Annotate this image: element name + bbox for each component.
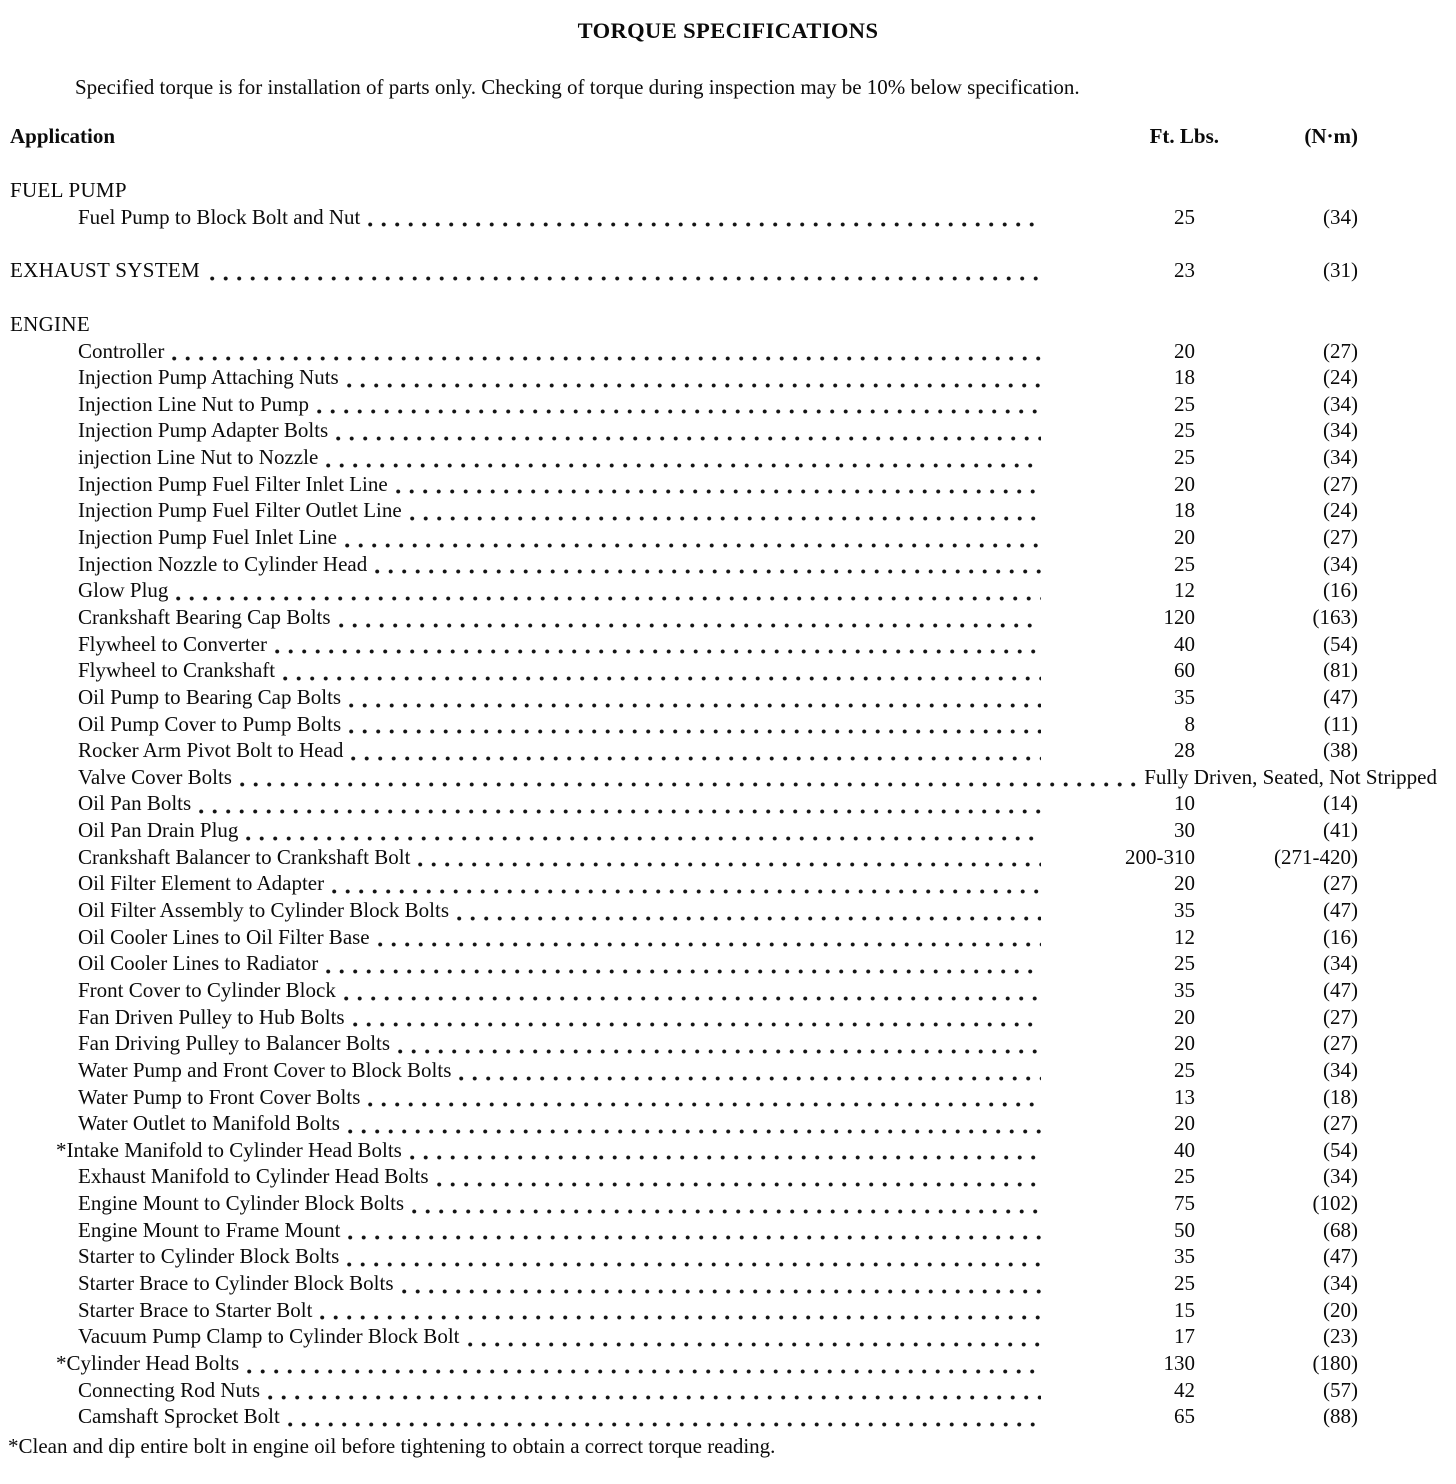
page-title: TORQUE SPECIFICATIONS	[577, 18, 879, 43]
ftlbs-value: 25	[1174, 551, 1195, 576]
table-row	[10, 498, 1358, 525]
table-row	[10, 712, 1358, 739]
row-label: Oil Pan Bolts	[78, 791, 192, 816]
nm-value: (11)	[1323, 711, 1358, 736]
leader-dots	[176, 595, 1041, 602]
row-label: Flywheel to Converter	[78, 631, 267, 656]
table-row	[10, 552, 1358, 579]
leader-dots	[339, 622, 1041, 629]
ftlbs-value: 35	[1174, 898, 1195, 923]
ftlbs-value: 35	[1174, 684, 1195, 709]
section-title: EXHAUST SYSTEM	[10, 258, 200, 283]
table-row	[10, 205, 1358, 232]
column-header-row	[0, 124, 1456, 149]
leader-dots	[351, 755, 1041, 762]
ftlbs-value: 120	[1163, 604, 1195, 629]
row-label: injection Line Nut to Nozzle	[78, 445, 319, 470]
row-label: Starter Brace to Starter Bolt	[78, 1297, 313, 1322]
ftlbs-value: 20	[1174, 525, 1195, 550]
nm-value: (38)	[1323, 738, 1358, 763]
row-label: Front Cover to Cylinder Block	[78, 977, 336, 1002]
nm-value: (16)	[1323, 578, 1358, 603]
row-label: Injection Pump Fuel Inlet Line	[78, 525, 337, 550]
ftlbs-value: 20	[1174, 871, 1195, 896]
leader-dots	[320, 1314, 1041, 1321]
ftlbs-value: 10	[1174, 791, 1195, 816]
leader-dots	[283, 675, 1041, 682]
row-label: Injection Line Nut to Pump	[78, 391, 309, 416]
nm-value: (14)	[1323, 791, 1358, 816]
leader-dots	[332, 888, 1041, 895]
row-label: Water Outlet to Manifold Bolts	[78, 1111, 340, 1136]
leader-dots	[349, 702, 1041, 709]
nm-value: (271-420)	[1274, 844, 1358, 869]
row-label: Injection Nozzle to Cylinder Head	[78, 551, 368, 576]
ftlbs-value: 35	[1174, 977, 1195, 1002]
row-label: Oil Cooler Lines to Radiator	[78, 951, 319, 976]
row-label: Water Pump to Front Cover Bolts	[78, 1084, 361, 1109]
table-row	[10, 1271, 1358, 1298]
row-label: Glow Plug	[78, 578, 169, 603]
ftlbs-value: 25	[1174, 418, 1195, 443]
row-label: Oil Pump to Bearing Cap Bolts	[78, 684, 342, 709]
row-label: Controller	[78, 338, 165, 363]
ftlbs-value: 17	[1174, 1324, 1195, 1349]
row-label: Camshaft Sprocket Bolt	[78, 1404, 280, 1429]
nm-value: (47)	[1323, 684, 1358, 709]
leader-dots	[240, 781, 1136, 788]
table-row	[10, 1378, 1358, 1405]
nm-value: (54)	[1323, 1137, 1358, 1162]
nm-value: (34)	[1323, 1270, 1358, 1295]
row-label: Oil Filter Element to Adapter	[78, 871, 325, 896]
ftlbs-value: 65	[1174, 1404, 1195, 1429]
ftlbs-value: 25	[1174, 951, 1195, 976]
row-label: Fan Driving Pulley to Balancer Bolts	[78, 1031, 391, 1056]
table-row	[10, 1191, 1358, 1218]
table-row	[10, 765, 1437, 792]
nm-value: (34)	[1323, 204, 1358, 229]
leader-dots	[368, 1101, 1041, 1108]
page-subtitle: Specified torque is for installation of parts only. Checking of torque during inspection may be 10% below specification.	[75, 75, 1080, 99]
section-title-row	[10, 178, 1358, 205]
row-label: Exhaust Manifold to Cylinder Head Bolts	[78, 1164, 429, 1189]
row-label: Injection Pump Attaching Nuts	[78, 365, 339, 390]
ftlbs-value: 35	[1174, 1244, 1195, 1269]
leader-dots	[375, 568, 1041, 575]
table-row	[10, 632, 1358, 659]
table-row	[10, 605, 1358, 632]
nm-value: (27)	[1323, 1031, 1358, 1056]
row-label: Oil Pan Drain Plug	[78, 818, 239, 843]
ftlbs-value: 28	[1174, 738, 1195, 763]
leader-dots	[336, 435, 1041, 442]
row-label: Engine Mount to Cylinder Block Bolts	[78, 1191, 405, 1216]
table-row	[10, 339, 1358, 366]
ftlbs-value: 20	[1174, 338, 1195, 363]
leader-dots	[344, 995, 1041, 1002]
leader-dots	[368, 221, 1041, 228]
leader-dots	[378, 941, 1041, 948]
row-label: Oil Cooler Lines to Oil Filter Base	[78, 924, 370, 949]
nm-value: (180)	[1312, 1350, 1358, 1375]
nm-value: (54)	[1323, 631, 1358, 656]
row-label: Crankshaft Bearing Cap Bolts	[78, 604, 331, 629]
table-row	[10, 685, 1358, 712]
leader-dots	[268, 1394, 1041, 1401]
leader-dots	[326, 968, 1041, 975]
nm-value: (27)	[1323, 338, 1358, 363]
ftlbs-value: 75	[1174, 1191, 1195, 1216]
leader-dots	[348, 1234, 1041, 1241]
table-row	[10, 1298, 1358, 1325]
row-label: Engine Mount to Frame Mount	[78, 1217, 341, 1242]
row-label: *Intake Manifold to Cylinder Head Bolts	[56, 1137, 402, 1162]
leader-dots	[353, 1021, 1041, 1028]
nm-value: (27)	[1323, 525, 1358, 550]
nm-value: (24)	[1323, 365, 1358, 390]
leader-dots	[210, 275, 1041, 282]
nm-value: (31)	[1323, 258, 1358, 283]
leader-dots	[275, 648, 1041, 655]
ftlbs-value: 130	[1163, 1350, 1195, 1375]
ftlbs-value: 12	[1174, 578, 1195, 603]
row-label: Crankshaft Balancer to Crankshaft Bolt	[78, 844, 411, 869]
table-row	[10, 365, 1358, 392]
ftlbs-value: 25	[1174, 204, 1195, 229]
column-application: Application	[10, 124, 116, 148]
nm-value: (27)	[1323, 871, 1358, 896]
row-label: Starter to Cylinder Block Bolts	[78, 1244, 340, 1269]
ftlbs-value: 25	[1174, 445, 1195, 470]
leader-dots	[396, 488, 1041, 495]
nm-value: (16)	[1323, 924, 1358, 949]
section-title: ENGINE	[10, 311, 90, 336]
ftlbs-value: 200-310	[1125, 844, 1195, 869]
spec-table	[0, 178, 1456, 1431]
row-label: Flywheel to Crankshaft	[78, 658, 276, 683]
table-row	[10, 1031, 1358, 1058]
row-label: Vacuum Pump Clamp to Cylinder Block Bolt	[78, 1324, 460, 1349]
row-label: Injection Pump Adapter Bolts	[78, 418, 329, 443]
row-label: Valve Cover Bolts	[78, 764, 232, 789]
column-ftlbs: Ft. Lbs.	[1149, 124, 1219, 148]
row-label: Water Pump and Front Cover to Block Bolts	[78, 1057, 452, 1082]
nm-value: (34)	[1323, 551, 1358, 576]
nm-value: (34)	[1323, 418, 1358, 443]
leader-dots	[326, 462, 1041, 469]
ftlbs-value: 25	[1174, 391, 1195, 416]
table-row	[10, 1324, 1358, 1351]
row-label: Oil Filter Assembly to Cylinder Block Bolts	[78, 898, 450, 923]
leader-dots	[288, 1421, 1041, 1428]
leader-dots	[317, 408, 1041, 415]
ftlbs-value: 25	[1174, 1164, 1195, 1189]
leader-dots	[468, 1341, 1042, 1348]
table-row	[10, 1058, 1358, 1085]
table-row	[10, 1404, 1358, 1431]
nm-value: (81)	[1323, 658, 1358, 683]
nm-value: (68)	[1323, 1217, 1358, 1242]
ftlbs-value: 40	[1174, 1137, 1195, 1162]
ftlbs-value: 15	[1174, 1297, 1195, 1322]
nm-value: (47)	[1323, 977, 1358, 1002]
table-row	[10, 472, 1358, 499]
ftlbs-value: 8	[1184, 711, 1195, 736]
table-row	[10, 738, 1358, 765]
table-row	[10, 1111, 1358, 1138]
table-row	[10, 978, 1358, 1005]
row-label: Fuel Pump to Block Bolt and Nut	[78, 204, 361, 229]
table-row	[10, 871, 1358, 898]
table-row	[10, 392, 1358, 419]
section-fuel-pump	[10, 178, 1358, 231]
ftlbs-value: 60	[1174, 658, 1195, 683]
ftlbs-value: 20	[1174, 1111, 1195, 1136]
table-row	[10, 898, 1358, 925]
ftlbs-value: 25	[1174, 1270, 1195, 1295]
ftlbs-value: 20	[1174, 1031, 1195, 1056]
leader-dots	[418, 861, 1041, 868]
ftlbs-value: 13	[1174, 1084, 1195, 1109]
section-engine	[10, 311, 1437, 1431]
leader-dots	[348, 1128, 1041, 1135]
ftlbs-value: 18	[1174, 498, 1195, 523]
ftlbs-value: 23	[1174, 258, 1195, 283]
ftlbs-value: 30	[1174, 818, 1195, 843]
section-title-row	[10, 258, 1358, 285]
table-row	[10, 525, 1358, 552]
nm-value: (34)	[1323, 1057, 1358, 1082]
leader-dots	[347, 1261, 1041, 1268]
leader-dots	[345, 542, 1041, 549]
nm-value: (34)	[1323, 951, 1358, 976]
footnote: *Clean and dip entire bolt in engine oil before tightening to obtain a correct torque reading.	[8, 1433, 776, 1458]
nm-value: (20)	[1323, 1297, 1358, 1322]
ftlbs-value: 20	[1174, 471, 1195, 496]
table-row	[10, 1351, 1358, 1378]
table-row	[10, 925, 1358, 952]
row-label: Fan Driven Pulley to Hub Bolts	[78, 1004, 345, 1029]
table-row	[10, 1244, 1358, 1271]
leader-dots	[247, 1368, 1041, 1375]
ftlbs-value: 18	[1174, 365, 1195, 390]
table-row	[10, 1218, 1358, 1245]
leader-dots	[437, 1181, 1041, 1188]
leader-dots	[459, 1075, 1041, 1082]
table-row	[10, 1138, 1358, 1165]
nm-value: (163)	[1312, 604, 1358, 629]
row-label: Oil Pump Cover to Pump Bolts	[78, 711, 342, 736]
table-row	[10, 578, 1358, 605]
nm-value: (34)	[1323, 445, 1358, 470]
nm-value: (27)	[1323, 471, 1358, 496]
leader-dots	[172, 355, 1041, 362]
ftlbs-value: 20	[1174, 1004, 1195, 1029]
section-title-row	[10, 312, 1358, 339]
leader-dots	[398, 1048, 1041, 1055]
row-label: *Cylinder Head Bolts	[56, 1350, 240, 1375]
nm-value: (47)	[1323, 898, 1358, 923]
nm-value: (27)	[1323, 1004, 1358, 1029]
table-row	[10, 418, 1358, 445]
column-nm: (N·m)	[1304, 124, 1358, 148]
row-label: Connecting Rod Nuts	[78, 1377, 260, 1402]
section-title: FUEL PUMP	[10, 178, 127, 202]
leader-dots	[246, 835, 1041, 842]
table-row	[10, 951, 1358, 978]
table-row	[10, 445, 1358, 472]
ftlbs-value: 12	[1174, 924, 1195, 949]
note-value: Fully Driven, Seated, Not Stripped	[1144, 764, 1437, 789]
table-row	[10, 1085, 1358, 1112]
leader-dots	[410, 1154, 1041, 1161]
table-row	[10, 1005, 1358, 1032]
nm-value: (57)	[1323, 1377, 1358, 1402]
nm-value: (34)	[1323, 391, 1358, 416]
nm-value: (24)	[1323, 498, 1358, 523]
table-row	[10, 791, 1358, 818]
leader-dots	[347, 382, 1041, 389]
table-row	[10, 845, 1358, 872]
row-label: Rocker Arm Pivot Bolt to Head	[78, 738, 344, 763]
nm-value: (47)	[1323, 1244, 1358, 1269]
leader-dots	[410, 515, 1041, 522]
nm-value: (88)	[1323, 1404, 1358, 1429]
leader-dots	[402, 1288, 1041, 1295]
ftlbs-value: 40	[1174, 631, 1195, 656]
table-row	[10, 818, 1358, 845]
row-label: Injection Pump Fuel Filter Outlet Line	[78, 498, 402, 523]
leader-dots	[457, 915, 1041, 922]
nm-value: (27)	[1323, 1111, 1358, 1136]
nm-value: (18)	[1323, 1084, 1358, 1109]
leader-dots	[349, 728, 1041, 735]
nm-value: (41)	[1323, 818, 1358, 843]
table-row	[10, 658, 1358, 685]
ftlbs-value: 25	[1174, 1057, 1195, 1082]
section-exhaust-system	[10, 258, 1358, 285]
nm-value: (23)	[1323, 1324, 1358, 1349]
table-row	[10, 1164, 1358, 1191]
ftlbs-value: 42	[1174, 1377, 1195, 1402]
leader-dots	[199, 808, 1041, 815]
nm-value: (102)	[1312, 1191, 1358, 1216]
row-label: Injection Pump Fuel Filter Inlet Line	[78, 471, 388, 496]
row-label: Starter Brace to Cylinder Block Bolts	[78, 1270, 394, 1295]
leader-dots	[412, 1208, 1041, 1215]
ftlbs-value: 50	[1174, 1217, 1195, 1242]
nm-value: (34)	[1323, 1164, 1358, 1189]
